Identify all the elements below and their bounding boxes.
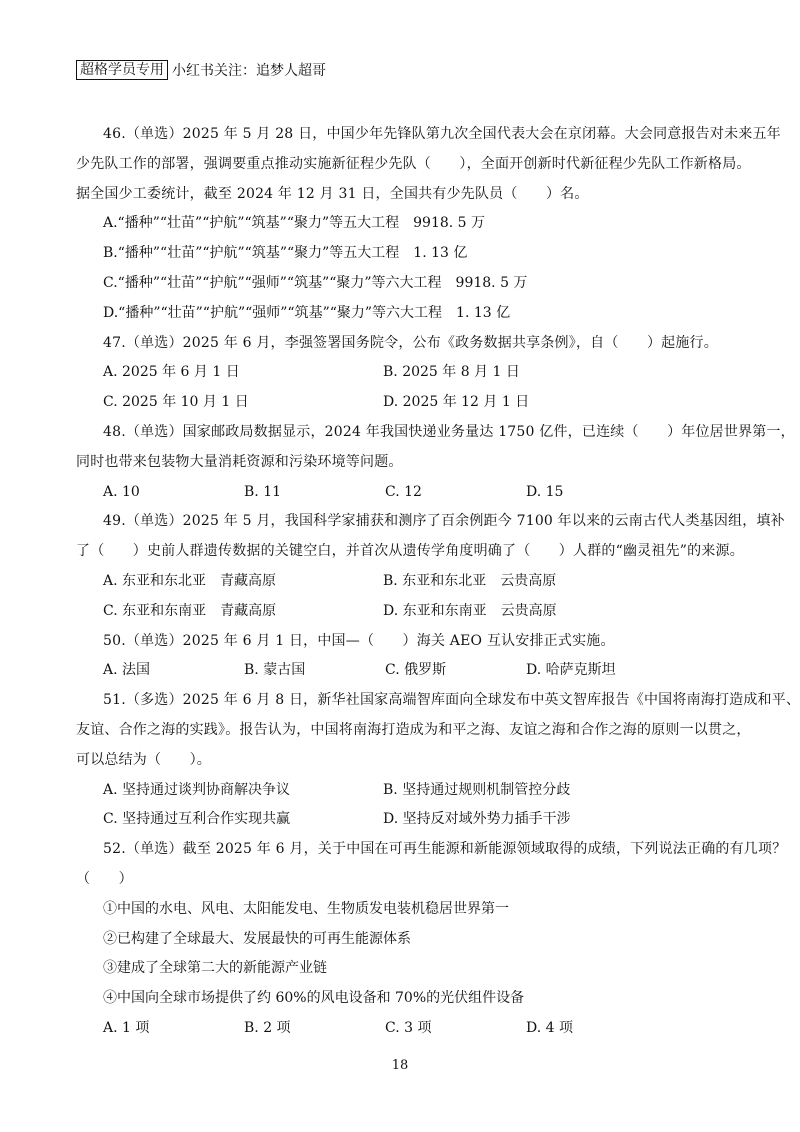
option-d: D. 4 项 xyxy=(526,1019,573,1036)
option-d: D. 东亚和东南亚 云贵高原 xyxy=(383,602,557,619)
option-row xyxy=(76,1014,726,1044)
option-d: D. 坚持反对域外势力插手干涉 xyxy=(383,811,571,828)
option-c: C. 俄罗斯 xyxy=(385,662,447,679)
question-text: （ ） xyxy=(76,870,133,887)
option-d: D. 哈萨克斯坦 xyxy=(526,662,616,679)
option-c: C. 东亚和东南亚 青藏高原 xyxy=(103,602,277,619)
question-text: 了（ ）史前人群遗传数据的关键空白，并首次从遗传学角度明确了（ ）人群的“幽灵祖先”的来源。 xyxy=(76,543,744,560)
question-text: 友谊、合作之海的实践》。报告认为，中国将南海打造成为和平之海、友谊之海和合作之海的原则一以贯之， xyxy=(76,721,751,738)
question-52 xyxy=(76,835,787,1044)
option-b: B.“播种”“壮苗”“护航”“筑基”“聚力”等五大工程 1. 13 亿 xyxy=(103,245,468,262)
option-row xyxy=(76,388,726,418)
option-a: A. 坚持通过谈判协商解决争议 xyxy=(103,781,291,798)
option-b: B. 东亚和东北亚 云贵高原 xyxy=(383,572,557,589)
option-a: A. 1 项 xyxy=(103,1019,150,1036)
option-b: B. 蒙古国 xyxy=(244,662,306,679)
option-b: B. 坚持通过规则机制管控分歧 xyxy=(383,781,571,798)
option-c: C.“播种”“壮苗”“护航”“强师”“筑基”“聚力”等六大工程 9918. 5 万 xyxy=(103,274,528,291)
statement-3: ③建成了全球第二大的新能源产业链 xyxy=(103,960,327,977)
option-c: C. 2025 年 10 月 1 日 xyxy=(103,394,249,411)
option-row xyxy=(76,776,726,806)
question-48 xyxy=(76,418,795,507)
question-text: 50.（单选）2025 年 6 月 1 日，中国—（ ）海关 AEO 互认安排正式实施。 xyxy=(103,632,615,649)
member-tag: 超格学员专用 xyxy=(76,60,168,80)
question-46 xyxy=(76,120,781,329)
statement-4: ④中国向全球市场提供了约 60%的风电设备和 70%的光伏组件设备 xyxy=(103,990,525,1007)
option-row xyxy=(76,358,726,388)
option-a: A. 东亚和东北亚 青藏高原 xyxy=(103,572,277,589)
question-text: 46.（单选）2025 年 5 月 28 日，中国少年先锋队第九次全国代表大会在京闭幕。大会同意报告对未来五年 xyxy=(103,126,781,142)
page-number: 18 xyxy=(391,1058,409,1073)
option-row xyxy=(76,597,726,627)
question-text: 可以总结为（ ）。 xyxy=(76,751,211,768)
question-51 xyxy=(76,686,800,835)
option-row xyxy=(76,478,726,508)
question-47 xyxy=(76,329,726,418)
question-text: 49.（单选）2025 年 5 月，我国科学家捕获和测序了百余例距今 7100 年以来的云南古代人类基因组，填补 xyxy=(103,513,785,530)
option-b: B. 2025 年 8 月 1 日 xyxy=(383,364,520,381)
question-50 xyxy=(76,627,726,687)
page-header xyxy=(76,60,326,80)
option-b: B. 11 xyxy=(244,483,282,500)
option-b: B. 2 项 xyxy=(244,1019,291,1036)
option-c: C. 3 项 xyxy=(385,1019,432,1036)
question-text: 52.（单选）截至 2025 年 6 月，关于中国在可再生能源和新能源领域取得的成绩，下列说法正确的有几项？ xyxy=(103,841,787,858)
question-text: 47.（单选）2025 年 6 月，李强签署国务院令，公布《政务数据共享条例》，自（ ）起施行。 xyxy=(103,334,718,351)
question-text: 同时也带来包装物大量消耗资源和污染环境等问题。 xyxy=(76,453,403,470)
statement-1: ①中国的水电、风电、太阳能发电、生物质发电装机稳居世界第一 xyxy=(103,900,509,917)
option-d: D. 2025 年 12 月 1 日 xyxy=(383,394,530,411)
statement-2: ②已构建了全球最大、发展最快的可再生能源体系 xyxy=(103,930,411,947)
option-row xyxy=(76,656,726,686)
option-row xyxy=(76,567,726,597)
question-text: 少先队工作的部署，强调要重点推动实施新征程少先队（ ），全面开创新时代新征程少先队工作新格局。 xyxy=(76,155,751,172)
question-text: 48.（单选）国家邮政局数据显示，2024 年我国快递业务量达 1750 亿件，已连续（ ）年位居世界第一， xyxy=(103,423,795,440)
option-a: A. 2025 年 6 月 1 日 xyxy=(103,364,240,381)
option-a: A. 法国 xyxy=(103,662,151,679)
option-c: C. 坚持通过互利合作实现共赢 xyxy=(103,811,291,828)
option-row xyxy=(76,805,726,835)
option-a: A. 10 xyxy=(103,483,140,500)
question-text: 51.（多选）2025 年 6 月 8 日，新华社国家高端智库面向全球发布中英文智库报告《中国将南海打造成和平、 xyxy=(103,692,800,709)
option-a: A.“播种”“壮苗”“护航”“筑基”“聚力”等五大工程 9918. 5 万 xyxy=(103,215,486,232)
question-list xyxy=(76,120,800,1044)
option-d: D.“播种”“壮苗”“护航”“强师”“筑基”“聚力”等六大工程 1. 13 亿 xyxy=(103,304,511,321)
option-d: D. 15 xyxy=(526,483,564,500)
question-49 xyxy=(76,507,785,626)
option-c: C. 12 xyxy=(385,483,422,500)
header-note: 小红书关注：追梦人超哥 xyxy=(172,63,326,79)
question-text: 据全国少工委统计，截至 2024 年 12 月 31 日，全国共有少先队员（ ）名。 xyxy=(76,185,589,202)
